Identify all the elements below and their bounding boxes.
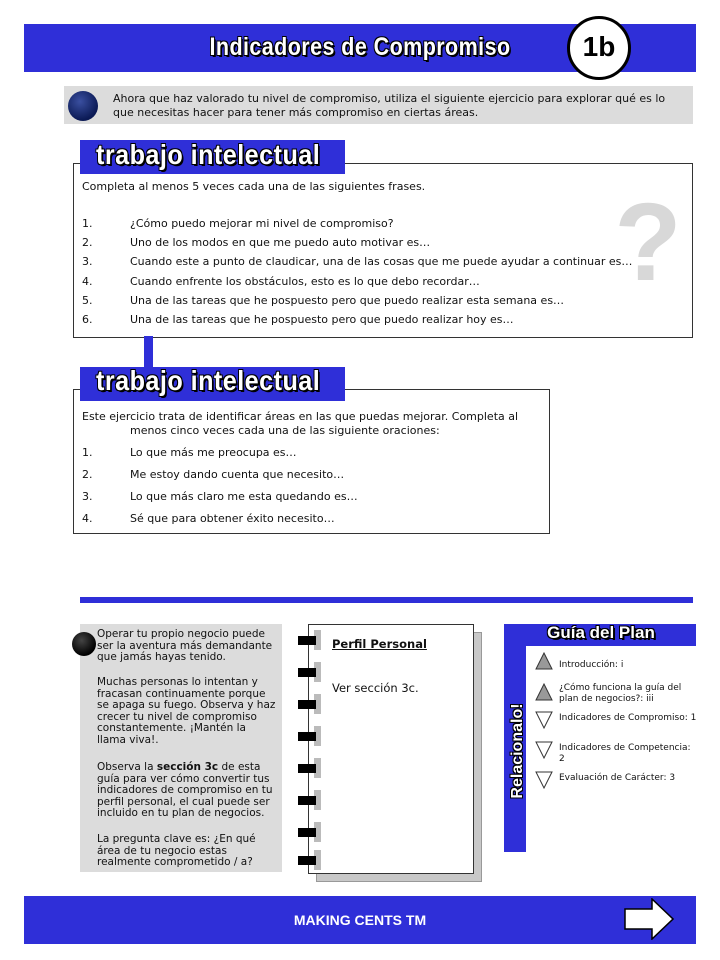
section2-item-number: 4. [82, 512, 93, 525]
notebook-ring [298, 668, 316, 677]
section2-tab-label: trabajo intelectual [96, 365, 321, 396]
section1-item-number: 5. [82, 293, 93, 307]
section2-item-number: 1. [82, 446, 93, 459]
section1-item [82, 236, 642, 250]
guide-item-como-funciona[interactable]: ¿Cómo funciona la guía del plan de negocios?: iii [559, 683, 682, 704]
guide-side-label: Relacionalo! [509, 703, 526, 799]
section2-item-text: Sé que para obtener éxito necesito… [130, 512, 335, 525]
down-triangle-icon[interactable] [535, 771, 553, 789]
up-triangle-icon[interactable] [535, 652, 553, 670]
section2-item-number: 2. [82, 468, 93, 481]
section1-item [82, 294, 642, 308]
guide-item-introduccion[interactable]: Introducción: i [559, 660, 624, 670]
notebook-text: Ver sección 3c. [332, 681, 419, 695]
section2-item-number: 3. [82, 490, 93, 503]
footer-text: MAKING CENTS TM [293, 912, 427, 928]
intro-text: Ahora que haz valorado tu nivel de compromiso, utiliza el siguiente ejercicio para explorar qué es lo que necesitas hacer para tener más compromiso en ciertas áreas. [113, 92, 666, 119]
section2-item-text: Me estoy dando cuenta que necesito… [130, 468, 345, 481]
section1-item-text: Una de las tareas que he pospuesto pero que puedo realizar hoy es… [130, 313, 514, 326]
section1-item-number: 6. [82, 313, 93, 326]
section2-item-text: Lo que más claro me esta quedando es… [130, 490, 358, 503]
section1-item-text: Cuando enfrente los obstáculos, esto es lo que debo recordar… [130, 274, 480, 288]
guide-item-caracter[interactable]: Evaluación de Carácter: 3 [559, 773, 676, 783]
guide-item-competencia[interactable]: Indicadores de Competencia: 2 [559, 743, 691, 764]
tip-paragraph-3: Observa la sección 3c de esta guía para ver cómo convertir tus indicadores de compromiso en tu perfil personal, el cual puede ser incluido en tu plan de negocios. [97, 761, 273, 819]
section2-item [82, 512, 642, 526]
section1-item-number: 4. [82, 274, 93, 288]
down-triangle-icon[interactable] [535, 711, 553, 729]
section1-item [82, 313, 642, 327]
section1-item-text: Una de las tareas que he pospuesto pero que puedo realizar esta semana es… [130, 293, 565, 307]
section1-item-number: 3. [82, 255, 93, 269]
section1-item [82, 255, 642, 269]
section2-item-text: Lo que más me preocupa es… [130, 446, 297, 459]
section1-item-text: Cuando este a punto de claudicar, una de las cosas que me puede ayudar a continuar es… [130, 255, 633, 269]
section2-item [82, 490, 642, 504]
section1-item-text: Uno de los modos en que me puedo auto motivar es… [130, 236, 431, 250]
notebook-ring [298, 796, 316, 805]
section2-instruction-line2: menos cinco veces cada una de las siguiente oraciones: [130, 424, 440, 437]
right-arrow-icon[interactable] [624, 898, 674, 940]
down-triangle-icon[interactable] [535, 741, 553, 759]
section2-item [82, 446, 642, 460]
section2-instruction-line1: Este ejercicio trata de identificar áreas en las que puedas mejorar. Completa al [82, 410, 519, 423]
bullet-dot-icon [68, 91, 98, 121]
section1-item-number: 1. [82, 217, 93, 230]
notebook-ring [298, 700, 316, 709]
notebook-ring [298, 856, 316, 865]
page-title: Indicadores de Compromiso [209, 33, 511, 61]
notebook-ring [298, 732, 316, 741]
tip-paragraph-2: Muchas personas lo intentan y fracasan continuamente porque se apaga su fuego. Observa y haz crecer tu nivel de compromiso constantemente. ¡Mantén la llama viva!. [97, 676, 276, 746]
divider [80, 597, 693, 603]
section2-item [82, 468, 642, 482]
tip-paragraph-4: La pregunta clave es: ¿En qué área de tu negocio estas realmente comprometido / a? [97, 833, 256, 868]
up-triangle-icon[interactable] [535, 683, 553, 701]
section1-tab-label: trabajo intelectual [96, 139, 321, 170]
section1-item [82, 275, 642, 289]
guide-item-compromiso[interactable]: Indicadores de Compromiso: 1 [559, 713, 697, 723]
notebook-ring [298, 764, 316, 773]
notebook-ring [298, 828, 316, 837]
notebook-ring [298, 636, 316, 645]
section1-item-text: ¿Cómo puedo mejorar mi nivel de compromiso? [130, 217, 394, 230]
section1-instruction: Completa al menos 5 veces cada una de las siguientes frases. [82, 180, 426, 193]
guide-title: Guía del Plan [547, 623, 655, 642]
section1-item [82, 217, 642, 231]
notebook-page [308, 624, 474, 874]
section1-item-number: 2. [82, 236, 93, 250]
question-mark-icon: ? [614, 181, 682, 304]
page-badge: 1b [567, 16, 631, 80]
notebook-title: Perfil Personal [332, 637, 427, 651]
tip-paragraph-1: Operar tu propio negocio puede ser la aventura más demandante que jamás hayas tenido. [97, 628, 273, 663]
bullet-dot-icon [72, 632, 96, 656]
